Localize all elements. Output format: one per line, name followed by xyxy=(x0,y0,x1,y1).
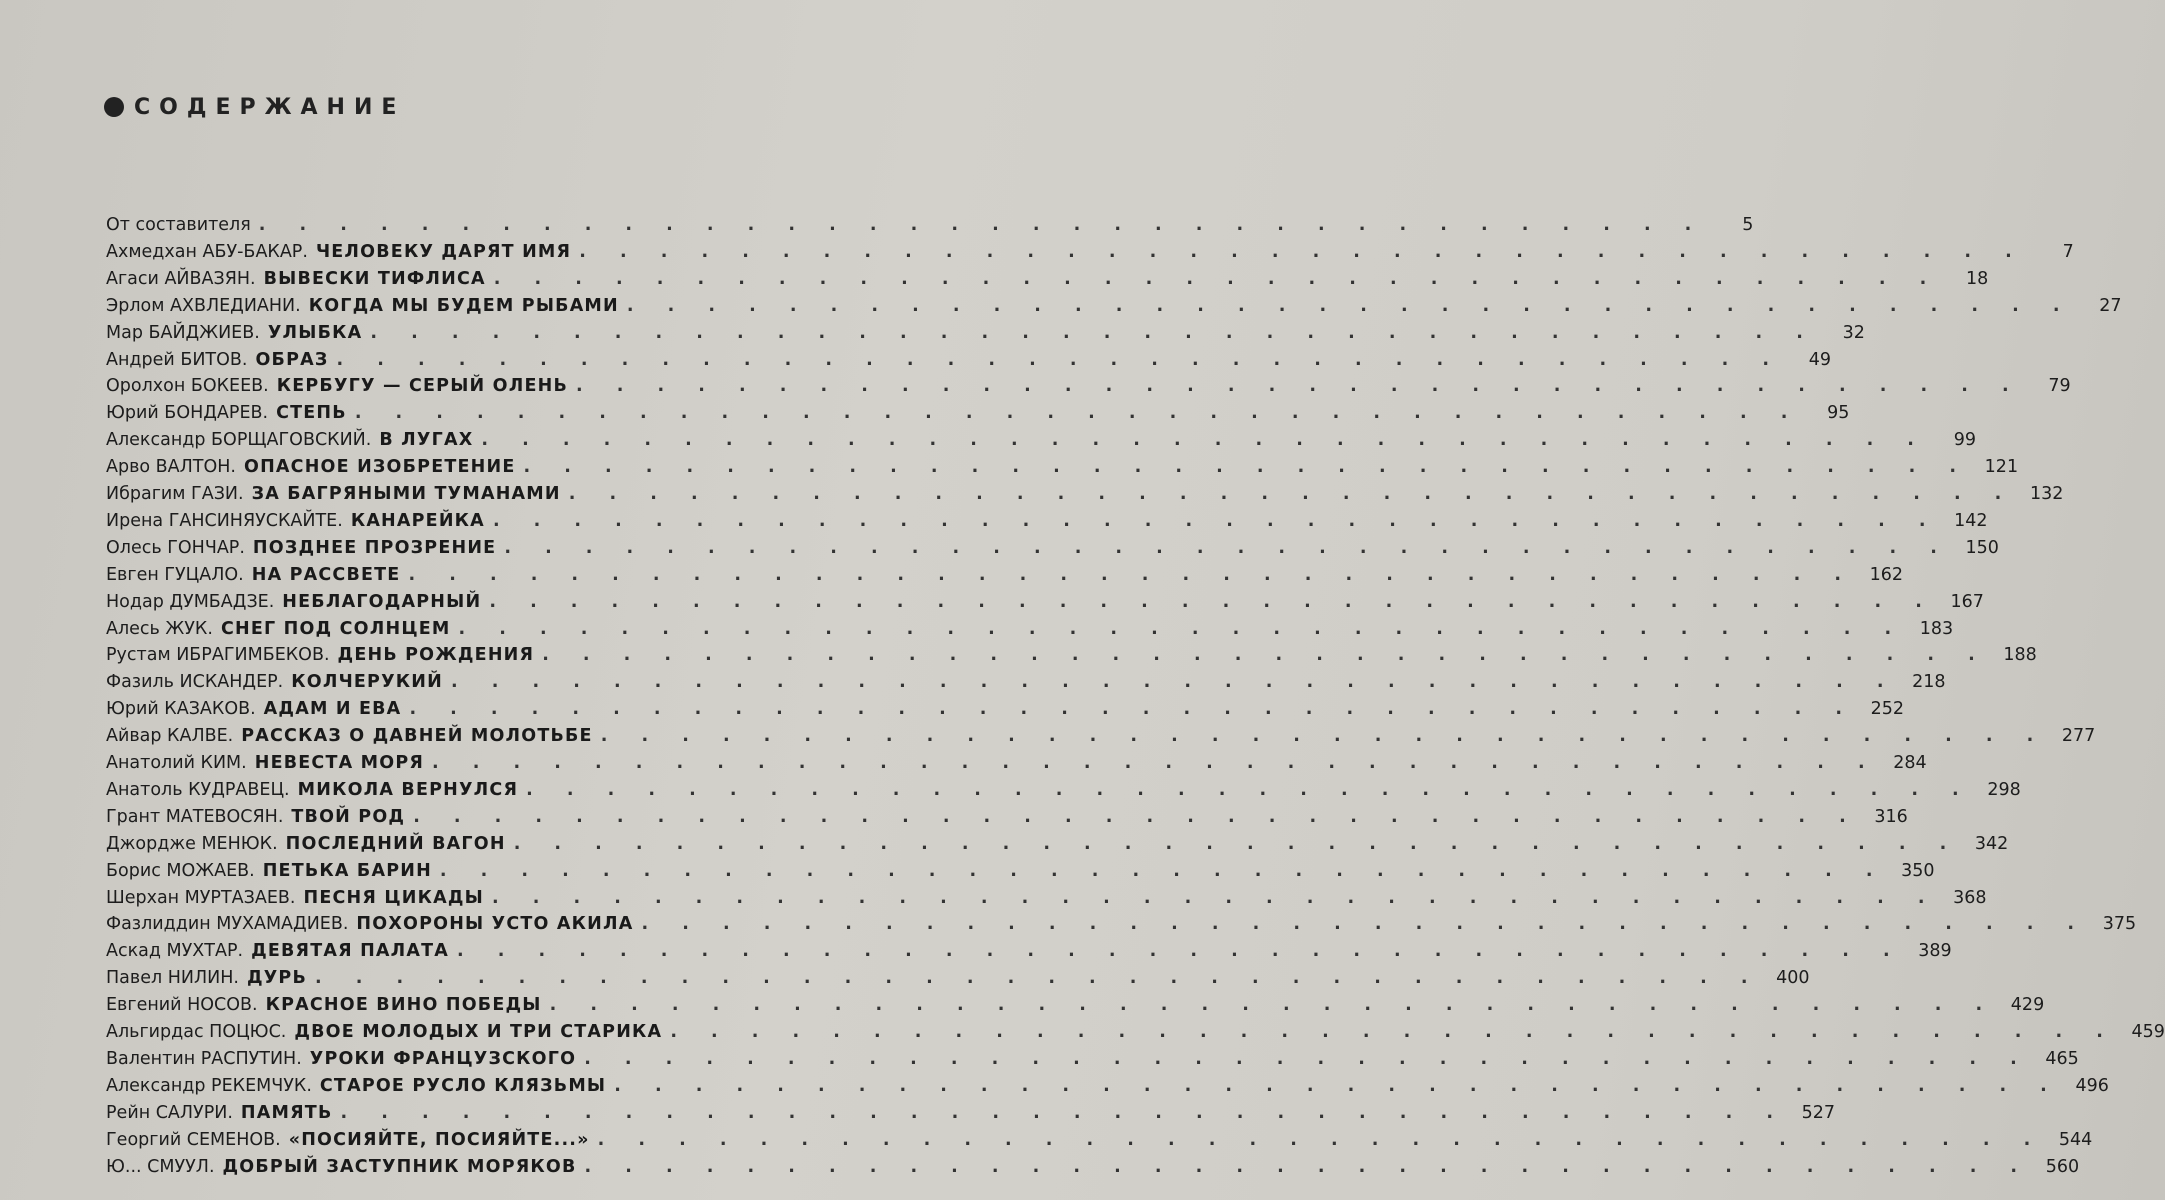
toc-entry-leader-dots: . . . . . . . . . . . . . . . . . . . . . . . . . . . . . . . . . . . . xyxy=(258,215,1706,235)
toc-entry-page-number: 79 xyxy=(2048,376,2071,397)
toc-entry xyxy=(106,696,1905,722)
toc-entry-page-number: 350 xyxy=(1901,860,1935,881)
toc-entry-page-number: 298 xyxy=(1987,779,2021,800)
toc-entry xyxy=(106,777,2021,803)
toc-entry xyxy=(106,427,1976,453)
toc-entry xyxy=(106,616,1954,642)
toc-entry-leader-dots: . . . . . . . . . . . . . . . . . . . . . . . . . . . . . . . . . . . . xyxy=(413,806,1860,827)
toc-entry-title: ЗА БАГРЯНЫМИ ТУМАНАМИ xyxy=(251,484,561,504)
toc-entry-page-number: 27 xyxy=(2099,295,2122,316)
toc-entry-page-number: 183 xyxy=(1919,618,1954,639)
toc-entry-author: Арво ВАЛТОН. xyxy=(106,457,236,478)
toc-entry xyxy=(106,589,1984,615)
toc-entry-leader-dots: . . . . . . . . . . . . . . . . . . . . . . . . . . . . . . . . . . . . xyxy=(457,941,1904,962)
toc-entry-leader-dots: . . . . . . . . . . . . . . . . . . . . . . . . . . . . . . . . . . . . xyxy=(614,1075,2061,1096)
toc-entry xyxy=(106,293,2122,319)
toc-entry-page-number: 95 xyxy=(1827,403,1850,424)
toc-entry-title: КРАСНОЕ ВИНО ПОБЕДЫ xyxy=(265,995,542,1016)
toc-entry xyxy=(106,965,1810,991)
toc-entry-page-number: 18 xyxy=(1966,268,1989,289)
toc-entry-leader-dots: . . . . . . . . . . . . . . . . . . . . . . . . . . . . . . . . . . . . xyxy=(340,1102,1788,1123)
toc-entry-author: Андрей БИТОВ. xyxy=(106,349,248,370)
toc-entry xyxy=(106,642,2037,668)
toc-entry-title: ПОЗДНЕЕ ПРОЗРЕНИЕ xyxy=(252,537,497,558)
toc-entry-leader-dots: . . . . . . . . . . . . . . . . . . . . . . . . . . . . . . . . . . . . xyxy=(523,457,1971,478)
toc-entry-author: Альгирдас ПОЦЮС. xyxy=(106,1022,287,1042)
toc-entry-page-number: 496 xyxy=(2075,1075,2109,1096)
toc-entry-leader-dots: . . . . . . . . . . . . . . . . . . . . . . . . . . . . . . . . . . . . xyxy=(370,322,1817,343)
toc-entry-title: ПОСЛЕДНИЙ ВАГОН xyxy=(285,833,506,854)
toc-entry-author: Алесь ЖУК. xyxy=(106,618,213,639)
toc-entry-page-number: 162 xyxy=(1869,564,1904,585)
toc-entry-title: ДЕВЯТАЯ ПАЛАТА xyxy=(251,941,450,962)
toc-entry-author: Фазиль ИСКАНДЕР. xyxy=(106,672,284,693)
toc-entry-page-number: 188 xyxy=(2003,645,2037,666)
toc-entry xyxy=(106,266,1989,292)
toc-entry xyxy=(106,212,1754,238)
toc-entry-leader-dots: . . . . . . . . . . . . . . . . . . . . . . . . . . . . . . . . . . . . xyxy=(542,645,1989,666)
toc-entry xyxy=(106,320,1865,346)
toc-entry-author: Анатоль КУДРАВЕЦ. xyxy=(106,779,290,800)
toc-entry xyxy=(106,992,2045,1018)
toc-entry xyxy=(106,508,1988,534)
toc-entry-page-number: 167 xyxy=(1950,591,1984,612)
toc-entry-title: УЛЫБКА xyxy=(267,322,363,343)
toc-entry-author: Александр РЕКЕМЧУК. xyxy=(106,1075,312,1096)
toc-entry-leader-dots: . . . . . . . . . . . . . . . . . . . . . . . . . . . . . . . . . . . . xyxy=(450,672,1898,693)
toc-entry-title: ПОХОРОНЫ УСТО АКИЛА xyxy=(356,914,634,935)
toc-entry-title: ПЕСНЯ ЦИКАДЫ xyxy=(303,887,484,908)
toc-entry-author: Грант МАТЕВОСЯН. xyxy=(106,806,284,827)
toc-entry-page-number: 99 xyxy=(1953,430,1976,451)
toc-entry-leader-dots: . . . . . . . . . . . . . . . . . . . . . . . . . . . . . . . . . . . . xyxy=(526,779,1973,800)
toc-entry-page-number: 277 xyxy=(2061,726,2096,747)
toc-entry-title: ВЫВЕСКИ ТИФЛИСА xyxy=(263,268,486,289)
toc-entry-author: От составителя xyxy=(106,215,251,235)
toc-entry-leader-dots: . . . . . . . . . . . . . . . . . . . . . . . . . . . . . . . . . . . . xyxy=(489,591,1936,612)
toc-entry xyxy=(106,1019,2165,1045)
toc-entry-leader-dots: . . . . . . . . . . . . . . . . . . . . . . . . . . . . . . . . . . . . xyxy=(641,914,2089,935)
toc-entry-title: ОПАСНОЕ ИЗОБРЕТЕНИЕ xyxy=(244,457,516,478)
toc-entry-leader-dots: . . . . . . . . . . . . . . . . . . . . . . . . . . . . . . . . . . . . xyxy=(408,564,1856,585)
toc-entry-title: «ПОСИЯЙТЕ, ПОСИЯЙТЕ...» xyxy=(288,1129,590,1150)
toc-entry-page-number: 375 xyxy=(2102,914,2137,935)
toc-entry-author: Эрлом АХВЛЕДИАНИ. xyxy=(106,295,301,316)
toc-entry-author: Георгий СЕМЕНОВ. xyxy=(106,1129,281,1150)
toc-entry-page-number: 560 xyxy=(2045,1156,2080,1177)
toc-entry-author: Айвар КАЛВЕ. xyxy=(106,726,234,747)
toc-entry-author: Агаси АЙВАЗЯН. xyxy=(106,268,256,289)
toc-entry-page-number: 121 xyxy=(1984,457,2019,478)
toc-entry-author: Юрий БОНДАРЕВ. xyxy=(106,403,269,424)
toc-entry-title: НА РАССВЕТЕ xyxy=(251,564,401,585)
toc-entry-title: МИКОЛА ВЕРНУЛСЯ xyxy=(297,779,519,800)
toc-entry-author: Борис МОЖАЕВ. xyxy=(106,860,255,881)
toc-entry xyxy=(106,911,2137,937)
toc-entry xyxy=(106,481,2064,507)
toc-entry xyxy=(106,562,1904,588)
toc-entry-leader-dots: . . . . . . . . . . . . . . . . . . . . . . . . . . . . . . . . . . . . xyxy=(584,1156,2032,1177)
toc-entry-title: ТВОЙ РОД xyxy=(291,806,406,827)
toc-entry-author: Анатолий КИМ. xyxy=(106,753,247,773)
toc-entry-page-number: 132 xyxy=(2029,484,2064,504)
toc-entry-title: ОБРАЗ xyxy=(255,349,329,370)
toc-entry-leader-dots: . . . . . . . . . . . . . . . . . . . . . . . . . . . . . . . . . . . . xyxy=(409,699,1857,720)
toc-entry-leader-dots: . . . . . . . . . . . . . . . . . . . . . . . . . . . . . . . . . . . . xyxy=(504,537,1951,558)
toc-entry-leader-dots: . . . . . . . . . . . . . . . . . . . . . . . . . . . . . . . . . . . . xyxy=(568,484,2016,504)
toc-entry-title: РАССКАЗ О ДАВНЕЙ МОЛОТЬБЕ xyxy=(241,726,593,747)
toc-entry xyxy=(106,669,1946,695)
toc-entry-leader-dots: . . . . . . . . . . . . . . . . . . . . . . . . . . . . . . . . . . . . xyxy=(600,726,2048,747)
toc-entry-title: АДАМ И ЕВА xyxy=(263,699,402,720)
toc-entry-leader-dots: . . . . . . . . . . . . . . . . . . . . . . . . . . . . . . . . . . . . xyxy=(354,403,1802,424)
toc-entry-author: Джордже МЕНЮК. xyxy=(106,833,278,854)
toc-entry-title: ДЕНЬ РОЖДЕНИЯ xyxy=(337,645,535,666)
toc-entry xyxy=(106,858,1935,884)
toc-entry-title: СТЕПЬ xyxy=(276,403,347,424)
toc-entry-author: Александр БОРЩАГОВСКИЙ. xyxy=(106,430,372,451)
toc-entry-title: УРОКИ ФРАНЦУЗСКОГО xyxy=(309,1048,577,1069)
toc-entry xyxy=(106,723,2096,749)
toc-entry-leader-dots: . . . . . . . . . . . . . . . . . . . . . . . . . . . . . . . . . . . . xyxy=(492,510,1940,531)
toc-entry xyxy=(106,831,2009,857)
toc-entry-page-number: 400 xyxy=(1776,968,1810,989)
toc-entry-author: Ибрагим ГАЗИ. xyxy=(106,484,244,504)
toc-entry-author: Нодар ДУМБАДЗЕ. xyxy=(106,591,275,612)
toc-entry-page-number: 342 xyxy=(1974,833,2009,854)
toc-entry-title: НЕБЛАГОДАРНЫЙ xyxy=(282,591,482,612)
toc-entry-page-number: 150 xyxy=(1965,537,1999,558)
toc-entry-page-number: 49 xyxy=(1808,349,1832,370)
toc-entry-author: Ахмедхан АБУ-БАКАР. xyxy=(106,241,308,262)
toc-entry-title: КАНАРЕЙКА xyxy=(350,510,485,531)
toc-entry-leader-dots: . . . . . . . . . . . . . . . . . . . . . . . . . . . . . . . . . . . . xyxy=(493,268,1941,289)
toc-entry xyxy=(106,938,1952,964)
toc-entry-page-number: 544 xyxy=(2058,1129,2093,1150)
toc-entry-page-number: 32 xyxy=(1842,322,1865,343)
toc-entry-title: ЧЕЛОВЕКУ ДАРЯТ ИМЯ xyxy=(315,241,572,262)
toc-entry xyxy=(106,1046,2079,1072)
toc-entry-leader-dots: . . . . . . . . . . . . . . . . . . . . . . . . . . . . . . . . . . . . xyxy=(579,241,2026,262)
toc-entry-leader-dots: . . . . . . . . . . . . . . . . . . . . . . . . . . . . . . . . . . . . xyxy=(458,618,1906,639)
toc-entry-page-number: 465 xyxy=(2045,1048,2079,1069)
toc-entry xyxy=(106,400,1850,426)
toc-entry xyxy=(106,1073,2109,1099)
toc-entry xyxy=(106,885,1987,911)
toc-entry-page-number: 459 xyxy=(2131,1022,2165,1042)
toc-entry-page-number: 527 xyxy=(1801,1102,1836,1123)
toc-entry xyxy=(106,1100,1836,1126)
toc-entry-leader-dots: . . . . . . . . . . . . . . . . . . . . . . . . . . . . . . . . . . . . xyxy=(513,833,1961,854)
toc-entry-author: Мар БАЙДЖИЕВ. xyxy=(106,322,260,343)
toc-entry xyxy=(106,239,2074,265)
toc-entry-leader-dots: . . . . . . . . . . . . . . . . . . . . . . . . . . . . . . . . . . . . xyxy=(576,376,2023,397)
toc-entry-page-number: 284 xyxy=(1893,753,1927,773)
toc-entry-title: КОЛЧЕРУКИЙ xyxy=(291,672,443,693)
toc-entry-leader-dots: . . . . . . . . . . . . . . . . . . . . . . . . . . . . . . . . . . . . xyxy=(584,1048,2031,1069)
toc-entry-author: Павел НИЛИН. xyxy=(106,968,239,989)
toc-entry-page-number: 5 xyxy=(1742,215,1754,235)
toc-entry-author: Аскад МУХТАР. xyxy=(106,941,244,962)
toc-entry-leader-dots: . . . . . . . . . . . . . . . . . . . . . . . . . . . . . . . . . . . . xyxy=(439,860,1887,881)
toc-entry-title: ПЕТЬКА БАРИН xyxy=(262,860,432,881)
toc-entry-leader-dots: . . . . . . . . . . . . . . . . . . . . . . . . . . . . . . . . . . . . xyxy=(549,995,1997,1016)
toc-entry-author: Рейн САЛУРИ. xyxy=(106,1102,233,1123)
toc-entry-author: Ирена ГАНСИНЯУСКАЙТЕ. xyxy=(106,510,343,531)
toc-entry-page-number: 368 xyxy=(1953,887,1987,908)
toc-entry-page-number: 7 xyxy=(2062,241,2074,262)
toc-entry-author: Олесь ГОНЧАР. xyxy=(106,537,245,558)
toc-entry xyxy=(106,373,2071,399)
toc-entry-leader-dots: . . . . . . . . . . . . . . . . . . . . . . . . . . . . . . . . . . . . xyxy=(626,295,2074,316)
toc-entry-author: Юрий КАЗАКОВ. xyxy=(106,699,256,720)
toc-entry-leader-dots: . . . . . . . . . . . . . . . . . . . . . . . . . . . . . . . . . . . . xyxy=(670,1022,2117,1042)
toc-entry-leader-dots: . . . . . . . . . . . . . . . . . . . . . . . . . . . . . . . . . . . . xyxy=(336,349,1784,370)
toc-entry xyxy=(106,804,1908,830)
toc-entry xyxy=(106,347,1832,373)
toc-entry-title: В ЛУГАХ xyxy=(379,430,474,451)
toc-entry-author: Евгений НОСОВ. xyxy=(106,995,258,1016)
toc-entry-author: Оролхон БОКЕЕВ. xyxy=(106,376,269,397)
toc-entry-title: НЕВЕСТА МОРЯ xyxy=(254,753,425,773)
toc-entry xyxy=(106,535,1999,561)
toc-entry-title: СТАРОЕ РУСЛО КЛЯЗЬМЫ xyxy=(319,1075,607,1096)
toc-entry-author: Валентин РАСПУТИН. xyxy=(106,1048,302,1069)
toc-entry-title: ПАМЯТЬ xyxy=(240,1102,333,1123)
toc-entry-page-number: 316 xyxy=(1874,806,1908,827)
toc-entry-leader-dots: . . . . . . . . . . . . . . . . . . . . . . . . . . . . . . . . . . . . xyxy=(432,753,1879,773)
toc-entry xyxy=(106,1154,2080,1180)
toc-entry-author: Ю... СМУУЛ. xyxy=(106,1156,215,1177)
toc-entry-page-number: 218 xyxy=(1912,672,1946,693)
toc-entry-page-number: 142 xyxy=(1954,510,1988,531)
toc-entry-author: Евген ГУЦАЛО. xyxy=(106,564,244,585)
toc-entry-author: Шерхан МУРТАЗАЕВ. xyxy=(106,887,296,908)
toc-entry xyxy=(106,454,2019,480)
contents-heading-text: СОДЕРЖАНИЕ xyxy=(134,94,406,120)
toc-entry-leader-dots: . . . . . . . . . . . . . . . . . . . . . . . . . . . . . . . . . . . . xyxy=(314,968,1762,989)
toc-entry-page-number: 252 xyxy=(1870,699,1905,720)
toc-entry-title: КЕРБУГУ — СЕРЫЙ ОЛЕНЬ xyxy=(276,376,569,397)
toc-entry-title: ДУРЬ xyxy=(246,968,307,989)
toc-entry-author: Рустам ИБРАГИМБЕКОВ. xyxy=(106,645,330,666)
toc-entry-leader-dots: . . . . . . . . . . . . . . . . . . . . . . . . . . . . . . . . . . . . xyxy=(597,1129,2045,1150)
toc-entry-title: ДВОЕ МОЛОДЫХ И ТРИ СТАРИКА xyxy=(294,1022,663,1042)
toc-entry-leader-dots: . . . . . . . . . . . . . . . . . . . . . . . . . . . . . . . . . . . . xyxy=(491,887,1939,908)
toc-entry-title: СНЕГ ПОД СОЛНЦЕМ xyxy=(220,618,451,639)
toc-entry xyxy=(106,750,1927,776)
toc-entry-page-number: 429 xyxy=(2010,995,2045,1016)
toc-entry-leader-dots: . . . . . . . . . . . . . . . . . . . . . . . . . . . . . . . . . . . . xyxy=(481,430,1928,451)
toc-entry-author: Фазлиддин МУХАМАДИЕВ. xyxy=(106,914,349,935)
toc-entry-title: КОГДА МЫ БУДЕМ РЫБАМИ xyxy=(308,295,619,316)
toc-entry-page-number: 389 xyxy=(1918,941,1952,962)
toc-entry xyxy=(106,1127,2093,1153)
toc-entry-title: ДОБРЫЙ ЗАСТУПНИК МОРЯКОВ xyxy=(222,1156,577,1177)
